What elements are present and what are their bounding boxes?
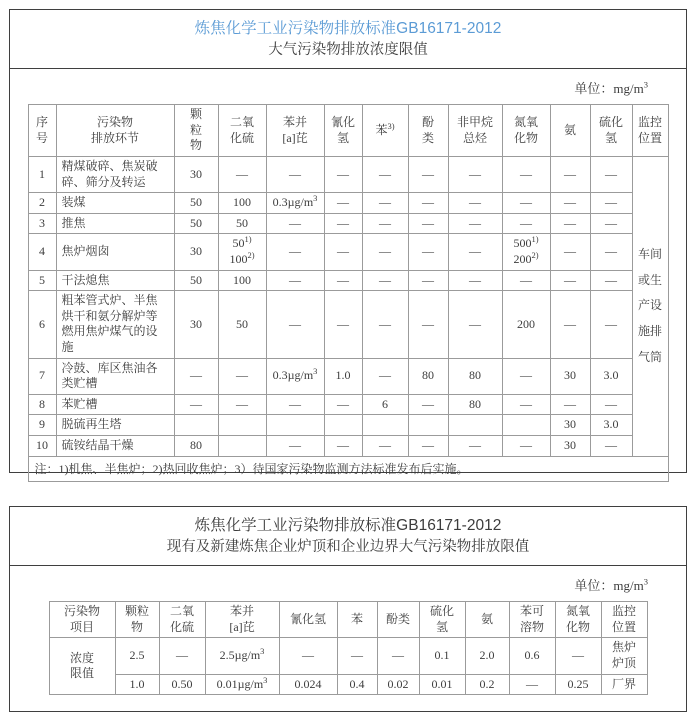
value-cell <box>362 415 408 436</box>
monitor-position-cell: 厂界 <box>601 674 647 695</box>
column-header: 非甲烷 总烃 <box>448 105 502 157</box>
column-header: 颗粒 物 <box>115 602 159 638</box>
value-cell: — <box>408 157 448 193</box>
value-cell: 0.024 <box>279 674 337 695</box>
source-cell: 粗苯管式炉、半焦 烘干和氨分解炉等 燃用焦炉煤气的设 施 <box>56 291 174 358</box>
value-cell: 50 <box>218 213 266 234</box>
value-cell: — <box>448 291 502 358</box>
value-cell: — <box>590 291 632 358</box>
value-cell: 0.6 <box>509 638 555 674</box>
column-header: 苯并 [a]芘 <box>205 602 279 638</box>
value-cell: 30 <box>174 157 218 193</box>
value-cell: 30 <box>550 435 590 456</box>
panel2-subtitle: 现有及新建炼焦企业炉顶和企业边界大气污染物排放限值 <box>166 539 530 556</box>
value-cell: — <box>362 157 408 193</box>
value-cell: — <box>448 193 502 214</box>
value-cell: $0.3\mu g/m^3$ <box>266 193 324 214</box>
source-cell: 精煤破碎、焦炭破 碎、筛分及转运 <box>56 157 174 193</box>
unit-label: 单位：$mg/m^3$ <box>574 79 648 97</box>
value-cell: 50 <box>174 213 218 234</box>
value-cell: — <box>590 234 632 270</box>
value-cell: — <box>362 358 408 394</box>
table-row <box>28 435 668 456</box>
row-number-cell: 9 <box>28 415 56 436</box>
value-cell: — <box>590 213 632 234</box>
value-cell: $2.5\mu g/m^3$ <box>205 638 279 674</box>
value-cell: — <box>279 638 337 674</box>
column-header: 二氧 化硫 <box>159 602 205 638</box>
panel1-header <box>10 10 686 69</box>
value-cell <box>174 415 218 436</box>
value-cell <box>324 415 362 436</box>
value-cell: — <box>362 193 408 214</box>
source-cell: 苯贮槽 <box>56 394 174 415</box>
source-cell: 脱硫再生塔 <box>56 415 174 436</box>
table-note: 注：1)机焦、半焦炉；2)热回收焦炉；3）待国家污染物监测方法标准发布后实施。 <box>28 456 668 482</box>
column-header: 硫化 氢 <box>419 602 465 638</box>
row-number-cell: 1 <box>28 157 56 193</box>
value-cell: — <box>324 394 362 415</box>
value-cell: 0.25 <box>555 674 601 695</box>
source-cell: 装煤 <box>56 193 174 214</box>
rooftop-boundary-table <box>49 601 648 695</box>
value-cell: — <box>550 394 590 415</box>
source-cell: 推焦 <box>56 213 174 234</box>
value-cell: 3.0 <box>590 358 632 394</box>
table-row <box>28 291 668 358</box>
value-cell: — <box>448 435 502 456</box>
value-cell: — <box>324 270 362 291</box>
value-cell: — <box>362 291 408 358</box>
column-header: 监控 位置 <box>632 105 668 157</box>
row-number-cell: 3 <box>28 213 56 234</box>
value-cell: — <box>448 270 502 291</box>
table-row <box>28 234 668 270</box>
value-cell: 100 <box>218 270 266 291</box>
value-cell: — <box>502 157 550 193</box>
value-cell: 3.0 <box>590 415 632 436</box>
value-cell: $0.01\mu g/m^3$ <box>205 674 279 695</box>
row-number-cell: 7 <box>28 358 56 394</box>
value-cell: — <box>408 291 448 358</box>
value-cell: $0.3\mu g/m^3$ <box>266 358 324 394</box>
value-cell <box>218 435 266 456</box>
panel1-subtitle: 大气污染物排放浓度限值 <box>268 42 428 59</box>
note-row <box>28 456 668 482</box>
table-row <box>28 394 668 415</box>
value-cell: 50 <box>174 193 218 214</box>
value-cell: 0.2 <box>465 674 509 695</box>
value-cell: — <box>266 270 324 291</box>
column-header: 氰化氢 <box>279 602 337 638</box>
value-cell: — <box>266 234 324 270</box>
table-row <box>49 638 647 674</box>
column-header: 监控 位置 <box>601 602 647 638</box>
column-header: 硫化 氢 <box>590 105 632 157</box>
value-cell: 1.0 <box>324 358 362 394</box>
value-cell: — <box>590 193 632 214</box>
column-header: 氨 <box>465 602 509 638</box>
value-cell: — <box>550 213 590 234</box>
table-row <box>49 674 647 695</box>
value-cell: 50 <box>174 270 218 291</box>
value-cell: — <box>218 394 266 415</box>
column-header: 序 号 <box>28 105 56 157</box>
standard-title-link[interactable]: 炼焦化学工业污染物排放标准GB16171-2012 <box>194 20 502 37</box>
value-cell: 0.02 <box>377 674 419 695</box>
unit-label: 单位：$mg/m^3$ <box>574 576 648 594</box>
source-cell: 焦炉烟囱 <box>56 234 174 270</box>
value-cell: — <box>159 638 205 674</box>
row-number-cell: 6 <box>28 291 56 358</box>
panel2-title: 炼焦化学工业污染物排放标准GB16171-2012 <box>194 517 502 534</box>
value-cell: — <box>266 394 324 415</box>
value-cell: — <box>408 394 448 415</box>
value-cell: — <box>550 193 590 214</box>
panel-rooftop-boundary-limits <box>9 506 687 712</box>
value-cell: — <box>550 157 590 193</box>
value-cell: — <box>502 394 550 415</box>
value-cell: 2.0 <box>465 638 509 674</box>
value-cell: 30 <box>174 234 218 270</box>
table-row <box>28 415 668 436</box>
column-header: 苯 <box>337 602 377 638</box>
column-header: 二氧 化硫 <box>218 105 266 157</box>
value-cell: — <box>502 435 550 456</box>
value-cell: — <box>324 213 362 234</box>
table-row <box>28 358 668 394</box>
value-cell: 50 <box>218 291 266 358</box>
column-header: 氮氧 化物 <box>502 105 550 157</box>
header-row <box>28 105 668 157</box>
value-cell: — <box>448 157 502 193</box>
value-cell: — <box>502 213 550 234</box>
table-row <box>28 270 668 291</box>
value-cell: — <box>509 674 555 695</box>
monitor-position-cell: 焦炉 炉顶 <box>601 638 647 674</box>
value-cell: — <box>502 358 550 394</box>
column-header: 氨 <box>550 105 590 157</box>
value-cell: — <box>362 270 408 291</box>
row-number-cell: 5 <box>28 270 56 291</box>
value-cell: — <box>266 435 324 456</box>
column-header: 颗 粒 物 <box>174 105 218 157</box>
column-header: 酚 类 <box>408 105 448 157</box>
value-cell: — <box>324 193 362 214</box>
value-cell: 2.5 <box>115 638 159 674</box>
value-cell: — <box>590 157 632 193</box>
value-cell: — <box>448 213 502 234</box>
value-cell: 30 <box>550 358 590 394</box>
value-cell: — <box>550 291 590 358</box>
column-header: 污染物 排放环节 <box>56 105 174 157</box>
value-cell: 30 <box>550 415 590 436</box>
row-number-cell: 8 <box>28 394 56 415</box>
table-row <box>28 193 668 214</box>
value-cell: — <box>377 638 419 674</box>
value-cell: — <box>550 270 590 291</box>
value-cell: — <box>408 234 448 270</box>
column-header: 氰化 氢 <box>324 105 362 157</box>
value-cell: 0.50 <box>159 674 205 695</box>
monitor-position-cell: 车间 或生 产设 施排 气筒 <box>632 157 668 457</box>
value-cell: — <box>218 157 266 193</box>
value-cell: — <box>324 234 362 270</box>
value-cell: — <box>174 394 218 415</box>
value-cell <box>502 415 550 436</box>
source-cell: 干法熄焦 <box>56 270 174 291</box>
value-cell: — <box>266 213 324 234</box>
value-cell: 500$^{1)}$ 200$^{2)}$ <box>502 234 550 270</box>
value-cell: 200 <box>502 291 550 358</box>
value-cell: — <box>362 435 408 456</box>
panel2-header <box>10 507 686 566</box>
value-cell: — <box>337 638 377 674</box>
column-header: 苯并 [a]芘 <box>266 105 324 157</box>
value-cell: 0.4 <box>337 674 377 695</box>
column-header: 苯$^{3)}$ <box>362 105 408 157</box>
column-header: 污染物 项目 <box>49 602 115 638</box>
column-header: 酚类 <box>377 602 419 638</box>
value-cell: 0.1 <box>419 638 465 674</box>
value-cell: 50$^{1)}$ 100$^{2)}$ <box>218 234 266 270</box>
value-cell: 0.01 <box>419 674 465 695</box>
value-cell: — <box>266 157 324 193</box>
value-cell: — <box>324 291 362 358</box>
value-cell: 80 <box>408 358 448 394</box>
column-header: 苯可 溶物 <box>509 602 555 638</box>
value-cell: 6 <box>362 394 408 415</box>
row-number-cell: 4 <box>28 234 56 270</box>
value-cell: — <box>502 193 550 214</box>
value-cell: — <box>590 435 632 456</box>
row-label-cell: 浓度 限值 <box>49 638 115 695</box>
row-number-cell: 2 <box>28 193 56 214</box>
value-cell: — <box>174 358 218 394</box>
value-cell: 100 <box>218 193 266 214</box>
value-cell: — <box>408 270 448 291</box>
source-cell: 冷鼓、库区焦油各 类贮槽 <box>56 358 174 394</box>
value-cell: — <box>408 213 448 234</box>
value-cell: — <box>362 213 408 234</box>
value-cell <box>218 415 266 436</box>
value-cell: — <box>218 358 266 394</box>
table-row <box>28 157 668 193</box>
value-cell: 80 <box>448 358 502 394</box>
emission-concentration-table <box>28 104 669 482</box>
value-cell: — <box>550 234 590 270</box>
value-cell: — <box>502 270 550 291</box>
value-cell: — <box>590 394 632 415</box>
column-header: 氮氧 化物 <box>555 602 601 638</box>
source-cell: 硫铵结晶干燥 <box>56 435 174 456</box>
value-cell <box>448 415 502 436</box>
value-cell: 80 <box>174 435 218 456</box>
value-cell: — <box>408 435 448 456</box>
value-cell: 1.0 <box>115 674 159 695</box>
value-cell: — <box>590 270 632 291</box>
value-cell: — <box>324 157 362 193</box>
value-cell: 80 <box>448 394 502 415</box>
value-cell: — <box>408 193 448 214</box>
panel-emission-concentration <box>9 9 687 476</box>
value-cell: 30 <box>174 291 218 358</box>
value-cell <box>266 415 324 436</box>
header-row <box>49 602 647 638</box>
value-cell <box>408 415 448 436</box>
value-cell: — <box>555 638 601 674</box>
value-cell: — <box>362 234 408 270</box>
table-row <box>28 213 668 234</box>
row-number-cell: 10 <box>28 435 56 456</box>
value-cell: — <box>324 435 362 456</box>
value-cell: — <box>448 234 502 270</box>
value-cell: — <box>266 291 324 358</box>
